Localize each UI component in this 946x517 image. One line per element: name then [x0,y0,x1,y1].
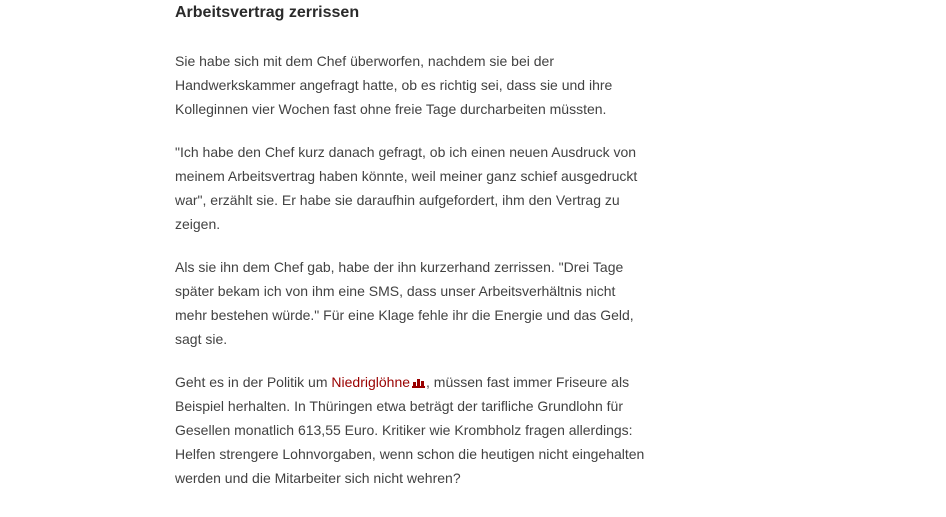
article-paragraph-1: Sie habe sich mit dem Chef überworfen, nachdem sie bei der Handwerkskammer angefragt hatte, ob es richtig sei, dass sie und ihre Kolleginnen vier Wochen fast ohne freie Tage durcharbeiten müssten. [175,53,613,117]
article-paragraph-2: "Ich habe den Chef kurz danach gefragt, ob ich einen neuen Ausdruck von meinem Arbeitsvertrag haben könnte, weil meiner ganz schief ausgedruckt war", erzählt sie. Er habe sie daraufhin aufgefordert, ihm den Vertrag zu zeigen. [175,144,638,232]
article-column [175,2,645,509]
niedrigloehne-link[interactable]: Niedriglöhne [331,374,411,390]
article-title: Arbeitsvertrag zerrissen [175,4,360,21]
paragraph-text-after-link: , müssen fast immer Friseure als Beispiel herhalten. In Thüringen etwa beträgt der tarifliche Grundlohn für Gesellen monatlich 613,55 Euro. Kritiker wie Krombholz fragen allerdings: Helfen strengere Lohnvorgaben, wenn schon die heutigen nicht eingehalten werden und die Mitarbeiter sich nicht wehren? [175,374,645,486]
article-paragraph-3: Als sie ihn dem Chef gab, habe der ihn kurzerhand zerrissen. "Drei Tage später bekam ich von ihm eine SMS, dass unser Arbeitsverhältnis nicht mehr bestehen würde." Für eine Klage fehle ihr die Energie und das Geld, sagt sie. [175,259,634,347]
paragraph-text-before-link: Geht es in der Politik um [175,374,332,390]
bar-chart-icon[interactable] [412,376,426,388]
article-paragraph-4 [175,370,645,490]
